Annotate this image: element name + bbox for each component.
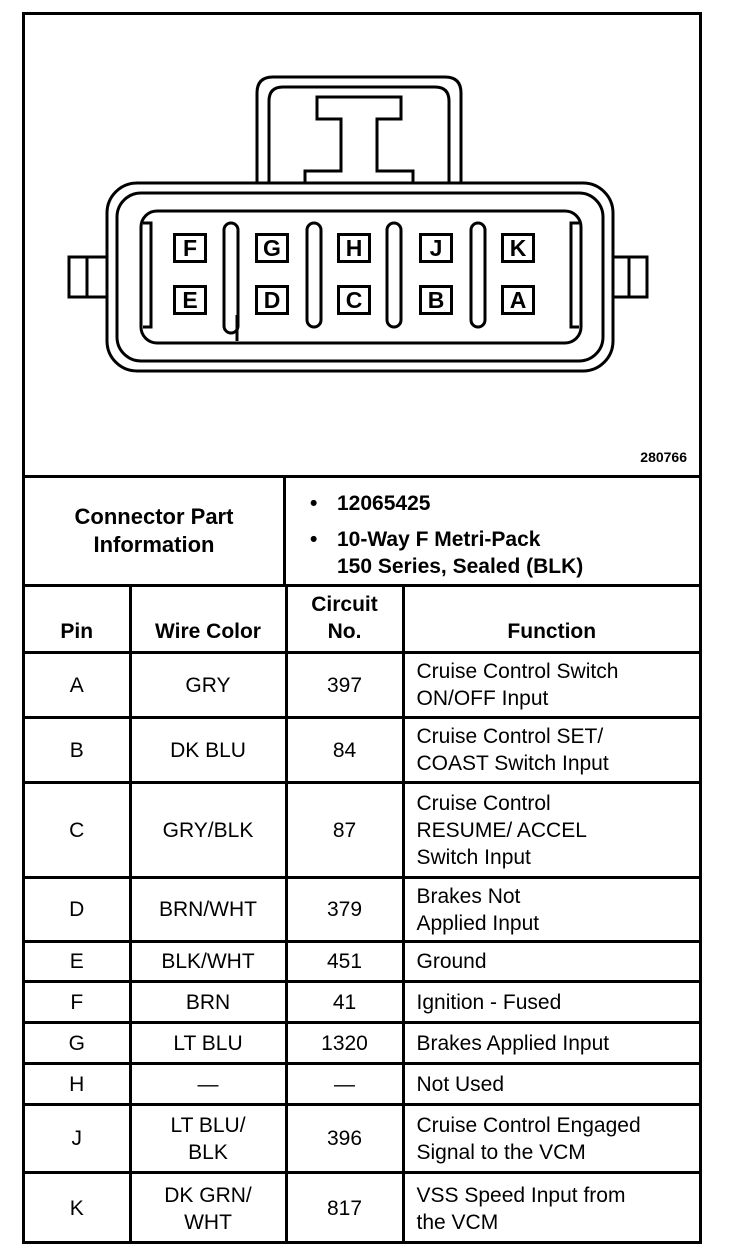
pin-cell: D: [25, 878, 130, 942]
pin-cell: H: [25, 1064, 130, 1105]
part-info-item: [310, 526, 699, 580]
circuit-cell: 1320: [286, 1023, 403, 1064]
function-cell: Cruise Control SET/ COAST Switch Input: [403, 718, 699, 783]
pin-cell: G: [25, 1023, 130, 1064]
pin-J: J: [419, 233, 453, 263]
wire-color-cell: BRN/WHT: [130, 878, 286, 942]
circuit-cell: 84: [286, 718, 403, 783]
function-cell: Brakes Not Applied Input: [403, 878, 699, 942]
pin-cell: J: [25, 1105, 130, 1173]
pin-cell: K: [25, 1173, 130, 1244]
table-row: [25, 878, 699, 942]
table-row: [25, 1173, 699, 1244]
pin-K: K: [501, 233, 535, 263]
table-row: [25, 783, 699, 878]
wire-color-cell: LT BLU/ BLK: [130, 1105, 286, 1173]
pin-C: C: [337, 285, 371, 315]
part-info-section: [25, 478, 699, 584]
part-number: 12065425: [337, 492, 431, 515]
wire-color-cell: LT BLU: [130, 1023, 286, 1064]
pin-cell: F: [25, 982, 130, 1023]
pin-cell: E: [25, 942, 130, 982]
header-function: Function: [403, 586, 699, 653]
table-row: [25, 1105, 699, 1173]
pin-cell: A: [25, 653, 130, 718]
function-cell: Not Used: [403, 1064, 699, 1105]
table-row: [25, 718, 699, 783]
figure-id: 280766: [640, 449, 687, 465]
part-info-item: [310, 490, 699, 517]
circuit-cell: 397: [286, 653, 403, 718]
circuit-cell: 817: [286, 1173, 403, 1244]
wire-color-cell: —: [130, 1064, 286, 1105]
header-circuit-no: Circuit No.: [286, 586, 403, 653]
wire-color-cell: DK GRN/ WHT: [130, 1173, 286, 1244]
pin-B: B: [419, 285, 453, 315]
table-row: [25, 1064, 699, 1105]
pin-A: A: [501, 285, 535, 315]
connector-description: 10-Way F Metri-Pack 150 Series, Sealed (BLK): [337, 528, 584, 578]
pin-table: [25, 584, 699, 1244]
pin-E: E: [173, 285, 207, 315]
wire-color-cell: GRY/BLK: [130, 783, 286, 878]
pin-F: F: [173, 233, 207, 263]
pin-G: G: [255, 233, 289, 263]
document-frame: [22, 12, 702, 1244]
connector-diagram: [25, 15, 699, 475]
header-pin: Pin: [25, 586, 130, 653]
part-info-label: Connector Part Information: [74, 504, 234, 557]
header-wire-color: Wire Color: [130, 586, 286, 653]
circuit-cell: 41: [286, 982, 403, 1023]
table-row: [25, 1023, 699, 1064]
part-info-list: [310, 490, 699, 589]
circuit-cell: 379: [286, 878, 403, 942]
pin-cell: C: [25, 783, 130, 878]
circuit-cell: 396: [286, 1105, 403, 1173]
circuit-cell: 87: [286, 783, 403, 878]
wire-color-cell: BRN: [130, 982, 286, 1023]
wire-color-cell: DK BLU: [130, 718, 286, 783]
wire-color-cell: GRY: [130, 653, 286, 718]
function-cell: Cruise Control Engaged Signal to the VCM: [403, 1105, 699, 1173]
table-row: [25, 653, 699, 718]
function-cell: Brakes Applied Input: [403, 1023, 699, 1064]
pin-H: H: [337, 233, 371, 263]
function-cell: Cruise Control RESUME/ ACCEL Switch Input: [403, 783, 699, 878]
circuit-cell: —: [286, 1064, 403, 1105]
part-info-label-cell: [25, 478, 286, 584]
table-row: [25, 982, 699, 1023]
wire-color-cell: BLK/WHT: [130, 942, 286, 982]
table-row: [25, 942, 699, 982]
function-cell: Cruise Control Switch ON/OFF Input: [403, 653, 699, 718]
function-cell: Ignition - Fused: [403, 982, 699, 1023]
pin-cell: B: [25, 718, 130, 783]
pin-D: D: [255, 285, 289, 315]
bullet-icon: •: [310, 492, 318, 515]
table-header-row: [25, 586, 699, 653]
circuit-cell: 451: [286, 942, 403, 982]
function-cell: Ground: [403, 942, 699, 982]
bullet-icon: •: [310, 528, 318, 551]
function-cell: VSS Speed Input from the VCM: [403, 1173, 699, 1244]
